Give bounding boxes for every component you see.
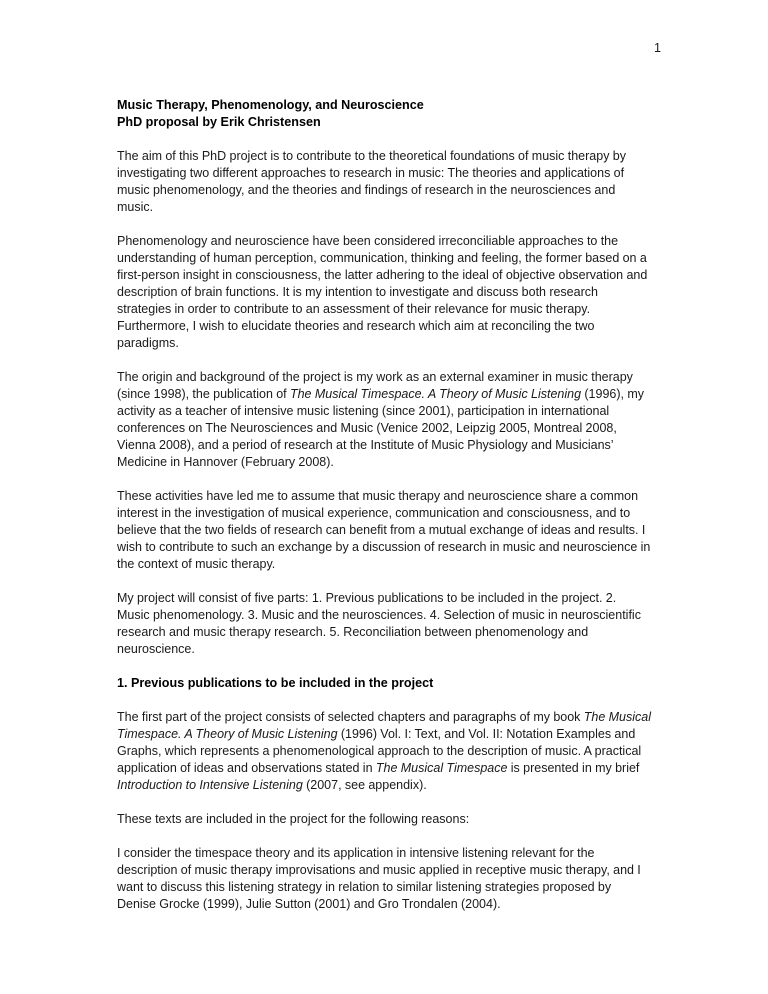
spacer	[117, 573, 651, 590]
spacer	[117, 794, 651, 811]
paragraph-timespace-theory: I consider the timespace theory and its application in intensive listening relevant for the description of music therapy improvisations and music applied in receptive music therapy, and I want to discuss this listening strategy in relation to similar listening strategies proposed by Denise Grocke (1999), Julie Sutton (2001) and Gro Trondalen (2004).	[117, 846, 641, 911]
paragraph-phenomenology-neuroscience: Phenomenology and neuroscience have been considered irreconciliable approaches to the understanding of human perception, communication, thinking and feeling, the former based on a first-person insight in consciousness, the latter adhering to the ideal of objective observation and description of brain functions. It is my intention to investigate and discuss both research strategies in order to contribute to an assessment of their relevance for music therapy. Furthermore, I wish to elucidate theories and research which aim at reconciling the two paradigms.	[117, 234, 648, 350]
paragraph-first-part	[117, 709, 651, 794]
spacer	[117, 131, 651, 148]
spacer	[117, 658, 651, 675]
paragraph-first-part-text-c: is presented in my brief	[507, 761, 640, 775]
book-title-musical-timespace-full: The Musical Timespace. A Theory of Music Listening	[117, 710, 651, 741]
section-heading-previous-publications: 1. Previous publications to be included in the project	[117, 676, 434, 690]
spacer	[117, 692, 651, 709]
paragraph-first-part-text-d: (2007, see appendix).	[302, 778, 427, 792]
paragraph-origin-text-b: (1996), my activity as a teacher of intensive music listening (since 2001), participation in international conferences on The Neurosciences and Music (Venice 2002, Leipzig 2005, Montreal 2008, Vienna 2008), and a period of research at the Institute of Music Physiology and Musicians’ Medicine in Hannover (February 2008).	[117, 387, 644, 469]
paragraph-five-parts: My project will consist of five parts: 1. Previous publications to be included in the project. 2. Music phenomenology. 3. Music and the neurosciences. 4. Selection of music in neuroscientific research and music therapy research. 5. Reconciliation between phenomenology and neuroscience.	[117, 591, 641, 656]
page-number: 1	[654, 41, 661, 55]
book-title-musical-timespace-short: The Musical Timespace	[375, 761, 508, 775]
document-body	[117, 97, 651, 913]
paragraph-origin-text-a: The origin and background of the project is my work as an external examiner in music therapy (since 1998), the publication of	[117, 370, 633, 401]
paragraph-first-part-text-b: (1996) Vol. I: Text, and Vol. II: Notation Examples and Graphs, which represents a phenomenological approach to the description of music. A practical application of ideas and observations stated in	[117, 727, 642, 775]
paragraph-aim: The aim of this PhD project is to contribute to the theoretical foundations of music therapy by investigating two different approaches to research in music: The theories and applications of music phenomenology, and the theories and findings of research in the neurosciences and music.	[117, 149, 626, 214]
document-subtitle: PhD proposal by Erik Christensen	[117, 115, 321, 129]
paragraph-origin-background	[117, 369, 651, 471]
spacer	[117, 352, 651, 369]
title-introduction-intensive-listening: Introduction to Intensive Listening	[117, 778, 303, 792]
paragraph-first-part-text-a: The first part of the project consists of selected chapters and paragraphs of my book	[117, 710, 584, 724]
book-title-musical-timespace: The Musical Timespace. A Theory of Music Listening	[289, 387, 582, 401]
spacer	[117, 216, 651, 233]
spacer	[117, 828, 651, 845]
paragraph-activities: These activities have led me to assume that music therapy and neuroscience share a common interest in the investigation of musical experience, communication and consciousness, and to believe that the two fields of research can benefit from a mutual exchange of ideas and results. I wish to contribute to such an exchange by a discussion of research in music and neuroscience in the context of music therapy.	[117, 489, 651, 571]
paragraph-texts-reasons: These texts are included in the project for the following reasons:	[117, 812, 470, 826]
spacer	[117, 471, 651, 488]
document-title: Music Therapy, Phenomenology, and Neuroscience	[117, 98, 424, 112]
